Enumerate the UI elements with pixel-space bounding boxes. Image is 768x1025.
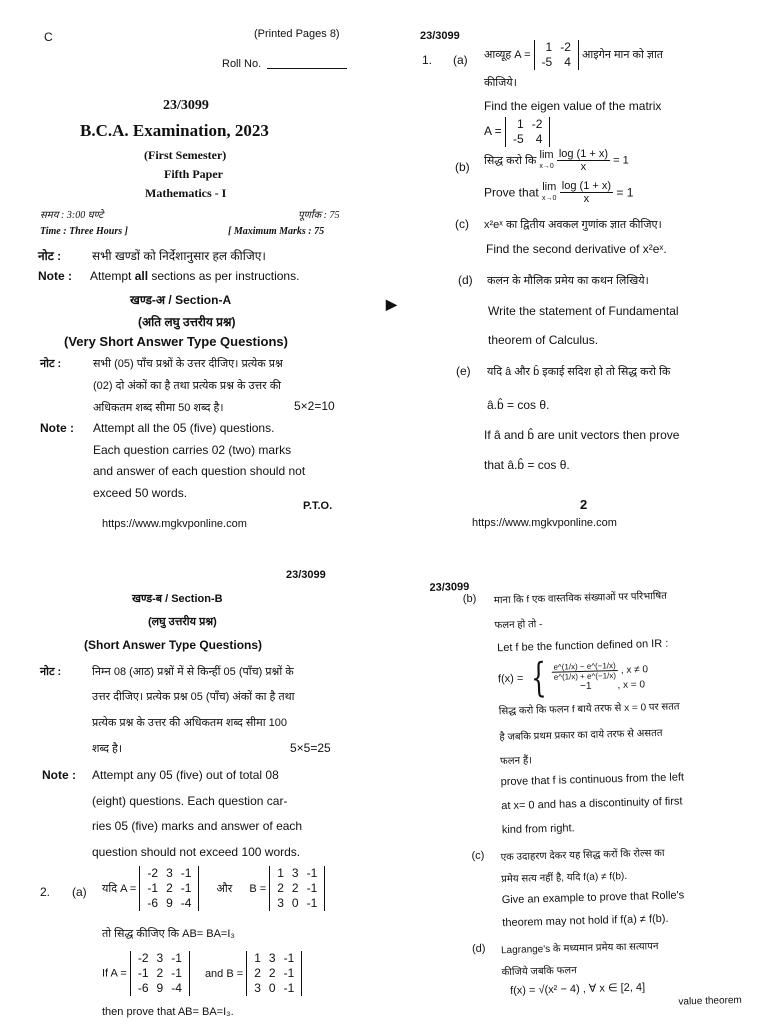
matrix-cell: -1: [137, 966, 149, 980]
matrix-cell: 3: [268, 951, 276, 965]
paper: Fifth Paper: [164, 167, 223, 181]
matrix-cell: 2: [268, 966, 276, 980]
note-hindi-label: नोट :: [38, 249, 62, 263]
matrix-cell: -2: [531, 117, 543, 131]
note-b-english-line4: question should not exceed 100 words.: [92, 845, 301, 859]
note-b-english-line2: (eight) questions. Each question car-: [92, 794, 288, 808]
note-english-label: Note :: [38, 269, 72, 283]
matrix-cell: -1: [283, 981, 295, 995]
matrix-cell: 2: [291, 881, 299, 895]
q1e-english-line1: If â and b̂ are unit vectors then prove: [484, 428, 680, 442]
q2d-line1: Lagrange's के मध्यमान प्रमेय का सत्यापन: [500, 941, 659, 957]
section-b-sub-english: (Short Answer Type Questions): [84, 638, 263, 652]
matrix-cell: -4: [171, 981, 182, 995]
matrix-cell: -6: [137, 981, 149, 995]
q1e-english-line2: that â.b̂ = cos θ.: [484, 458, 570, 472]
matrix-cell: 1: [277, 866, 284, 880]
note-b-english-label: Note :: [42, 768, 76, 782]
matrix-cell: -6: [147, 896, 159, 910]
q2b-english-line4: kind from right.: [501, 822, 575, 837]
matrix-cell: 2: [166, 881, 173, 895]
roll-no-label: Roll No.: [222, 58, 262, 70]
matrix-cell: 1: [517, 117, 524, 131]
brace-icon: {: [530, 654, 548, 702]
printed-pages: (Printed Pages 8): [254, 28, 340, 40]
q2c-hindi-line1: एक उदाहरण देकर यह सिद्ध करों कि रोल्स का: [500, 847, 665, 864]
note-a-hindi-line3: अधिकतम शब्द सीमा 50 शब्द है।: [93, 402, 224, 414]
q1c-hindi: x²eˣ का द्वितीय अवकल गुणांक ज्ञात कीजिए।: [484, 219, 662, 231]
matrix-cell: -1: [180, 866, 192, 880]
q1d-english-line2: theorem of Calculus.: [488, 333, 599, 347]
matrix-cell: -1: [306, 866, 318, 880]
matrix-cell: -1: [171, 951, 182, 965]
q2b-hindi-line3: सिद्ध करो कि फलन f बाये तरफ से x = 0 पर सतत: [498, 701, 680, 718]
q2b-english-line2: prove that f is continuous from the left: [500, 771, 685, 789]
matrix-cell: -1: [283, 966, 295, 980]
corner-mark: C: [44, 30, 53, 44]
matrix-cell: -2: [560, 40, 571, 54]
q2b-hindi-line2: फलन हो तो -: [494, 619, 543, 632]
note-a-hindi-line1: सभी (05) पाँच प्रश्नों के उत्तर दीजिए। प्रत्येक प्रश्न: [93, 358, 283, 370]
q1e-label: (e): [456, 364, 471, 378]
q2b-hindi-line4: है जबकि प्रथम प्रकार का दाये तरफ से असतत: [499, 727, 663, 744]
matrix-cell: 3: [277, 896, 284, 910]
page-2-url[interactable]: https://www.mgkvponline.com: [472, 517, 617, 529]
marks-hindi: पूर्णांक : 75: [298, 210, 340, 221]
q1a-english-line1: Find the eigen value of the matrix: [484, 99, 662, 113]
piecewise-function: f(x) = { $\frac{e\^{}(1/x) - e\^{}(-1/x)}{e\^{}(1/x) + e\^{}(-1/x)}$ , x ≠ 0 −1 , x = 0: [497, 654, 649, 702]
note-b-hindi-line4: शब्द है।: [92, 743, 123, 755]
matrix-cell: -1: [306, 896, 318, 910]
note-b-marks: 5×5=25: [290, 741, 331, 755]
note-b-hindi-label: नोट :: [40, 666, 62, 678]
page-3-code: 23/3099: [286, 569, 326, 581]
matrix-cell: 2: [254, 966, 261, 980]
q2d-cut-text: value theorem: [678, 994, 742, 1008]
q1b-hindi: सिद्ध करो कि lim x→0 $\frac{\log (1 + x)}{x}$ = 1: [484, 148, 629, 173]
section-a-sub-english: (Very Short Answer Type Questions): [64, 334, 288, 349]
q2d-hindi-line2: कीजिये जबकि फलन: [501, 965, 577, 979]
note-a-english-label: Note :: [40, 421, 74, 435]
note-a-hindi-line2: (02) दो अंकों का है तथा प्रत्येक प्रश्न के उत्तर की: [93, 380, 281, 392]
q2c-english-line2: theorem may not hold if f(a) ≠ f(b).: [502, 912, 669, 930]
matrix-cell: 3: [166, 866, 173, 880]
q1d-english-line1: Write the statement of Fundamental: [488, 304, 679, 318]
page-1-url[interactable]: https://www.mgkvponline.com: [102, 518, 247, 530]
subject: Mathematics - I: [145, 186, 227, 200]
matrix-cell: 3: [156, 951, 164, 965]
q1-number: 1.: [422, 53, 433, 67]
exam-title: B.C.A. Examination, 2023: [80, 121, 269, 140]
limit: lim x→0: [539, 148, 554, 170]
q1a-hindi-line2: कीजिये।: [484, 77, 517, 89]
q1d-label: (d): [458, 273, 473, 287]
time-hindi: समय : 3:00 घण्टे: [40, 210, 104, 221]
matrix-cell: -2: [137, 951, 149, 965]
matrix-cell: 4: [564, 55, 571, 69]
q2d-formula: f(x) = √(x² − 4) , ∀ x ∈ [2, 4]: [509, 981, 646, 997]
matrix-cell: 0: [268, 981, 276, 995]
q2c-label: (c): [471, 849, 485, 862]
q2b-english-line1: Let f be the function defined on IR :: [496, 637, 669, 655]
q2b-hindi-line5: फलन हैं।: [499, 755, 533, 768]
matrix-cell: -1: [306, 881, 318, 895]
matrix-cell: 9: [166, 896, 173, 910]
q2c-english-line1: Give an example to prove that Rolle's: [501, 889, 685, 907]
matrix-cell: 4: [535, 132, 543, 146]
section-a-title: खण्ड-अ / Section-A: [130, 293, 232, 307]
matrix-cell: -5: [513, 132, 524, 146]
pto: P.T.O.: [303, 500, 333, 512]
semester: (First Semester): [144, 148, 227, 162]
q1e-hindi-line1: यदि â और b̂ इकाई सदिश हो तो सिद्ध करो कि: [487, 366, 671, 378]
limit-en: lim x→0: [542, 180, 557, 202]
note-b-english-line3: ries 05 (five) marks and answer of each: [92, 819, 303, 833]
paper-code: 23/3099: [163, 98, 209, 113]
q2a-english: If A = -2 3 -1 -1 2 -1 -6 9 -4 and B = 1 3 -1 2 2 -1 3 0 -1: [102, 951, 302, 996]
note-hindi-text: सभी खण्डों को निर्देशानुसार हल कीजिए।: [92, 249, 266, 263]
matrix-cell: -1: [171, 966, 182, 980]
q2-number: 2.: [40, 885, 51, 899]
q2b-label: (b): [462, 592, 477, 606]
binding-mark: ▶: [386, 296, 397, 312]
matrix-cell: -1: [283, 951, 295, 965]
q1a-english-line2: A = 1 -2 -5 4: [484, 117, 550, 147]
q2a-english-prove: then prove that AB= BA=I₃.: [102, 1006, 234, 1018]
q1c-label: (c): [455, 217, 469, 231]
note-b-english-line1: Attempt any 05 (five) out of total 08: [92, 768, 279, 782]
q2b-hindi-line1: माना कि f एक वास्तविक संख्याओं पर परिभाषित: [493, 590, 668, 607]
page-4-code: 23/3099: [429, 580, 470, 594]
q1a-hindi: आव्यूह A = 1 -2 -5 4 आइगेन मान को ज्ञात: [484, 40, 664, 69]
q1d-hindi: कलन के मौलिक प्रमेय का कथन लिखिये।: [487, 275, 649, 287]
matrix-cell: 3: [291, 866, 299, 880]
section-b-title: खण्ड-ब / Section-B: [132, 593, 223, 605]
note-a-english-line4: exceed 50 words.: [93, 486, 188, 500]
note-a-hindi-label: नोट :: [40, 358, 62, 370]
note-a-english-line2: Each question carries 02 (two) marks: [93, 443, 292, 457]
q2d-label: (d): [471, 942, 486, 955]
matrix-cell: 3: [254, 981, 261, 995]
section-b-sub-hindi: (लघु उत्तरीय प्रश्न): [148, 616, 217, 628]
note-a-english-line3: and answer of each question should not: [93, 464, 306, 478]
q1e-hindi-line2: â.b̂ = cos θ.: [487, 398, 550, 412]
q1b-english: Prove that lim x→0 $\frac{\log (1 + x)}{x}$ = 1: [484, 180, 634, 205]
matrix-cell: -2: [147, 866, 159, 880]
note-english-text: Attempt all sections as per instructions.: [90, 269, 300, 283]
q2b-english-line3: at x= 0 and has a discontinuity of first: [501, 795, 683, 813]
matrix-cell: -4: [180, 896, 192, 910]
matrix-cell: 2: [277, 881, 284, 895]
note-b-hindi-line2: उत्तर दीजिए। प्रत्येक प्रश्न 05 (पाँच) अंकों का है तथा: [92, 691, 295, 703]
time-english: Time : Three Hours ]: [40, 226, 128, 237]
limit-fraction: $\frac{\log (1 + x)}{x}$: [558, 148, 609, 173]
note-b-hindi-line3: प्रत्येक प्रश्न के उत्तर की अधिकतम शब्द सीमा 100: [92, 717, 287, 729]
q1c-english: Find the second derivative of x²eˣ.: [486, 242, 667, 256]
q2c-hindi-line2: प्रमेय सत्य नहीं है, यदि f(a) ≠ f(b).: [501, 870, 628, 886]
page-2-number: 2: [580, 497, 588, 512]
limit-fraction-en: $\frac{\log (1 + x)}{x}$: [561, 180, 612, 205]
page-2-code: 23/3099: [420, 30, 460, 42]
q1b-label: (b): [455, 160, 470, 174]
matrix-cell: -1: [180, 881, 192, 895]
section-a-sub-hindi: (अति लघु उत्तरीय प्रश्न): [138, 315, 236, 329]
matrix-cell: 2: [156, 966, 164, 980]
q1a-label: (a): [453, 53, 468, 67]
matrix-cell: -1: [147, 881, 159, 895]
matrix-cell: -5: [541, 55, 553, 69]
note-a-marks: 5×2=10: [294, 399, 335, 413]
matrix-cell: 0: [291, 896, 299, 910]
q2a-hindi-prove: तो सिद्ध कीजिए कि AB= BA=I₃: [102, 928, 235, 940]
matrix-cell: 1: [254, 951, 261, 965]
matrix-cell: 9: [156, 981, 164, 995]
q2a-hindi: यदि A = -2 3 -1 -1 2 -1 -6 9 -4 और B = 1 3 -1 2 2 -1 3 0 -1: [102, 866, 325, 911]
matrix-cell: 1: [545, 40, 553, 54]
q2a-label: (a): [72, 885, 87, 899]
note-b-hindi-line1: निम्न 08 (आठ) प्रश्नों में से किन्हीं 05 (पाँच) प्रश्नों के: [92, 666, 294, 678]
marks-english: [ Maximum Marks : 75: [228, 226, 325, 237]
note-a-english-line1: Attempt all the 05 (five) questions.: [93, 421, 275, 435]
